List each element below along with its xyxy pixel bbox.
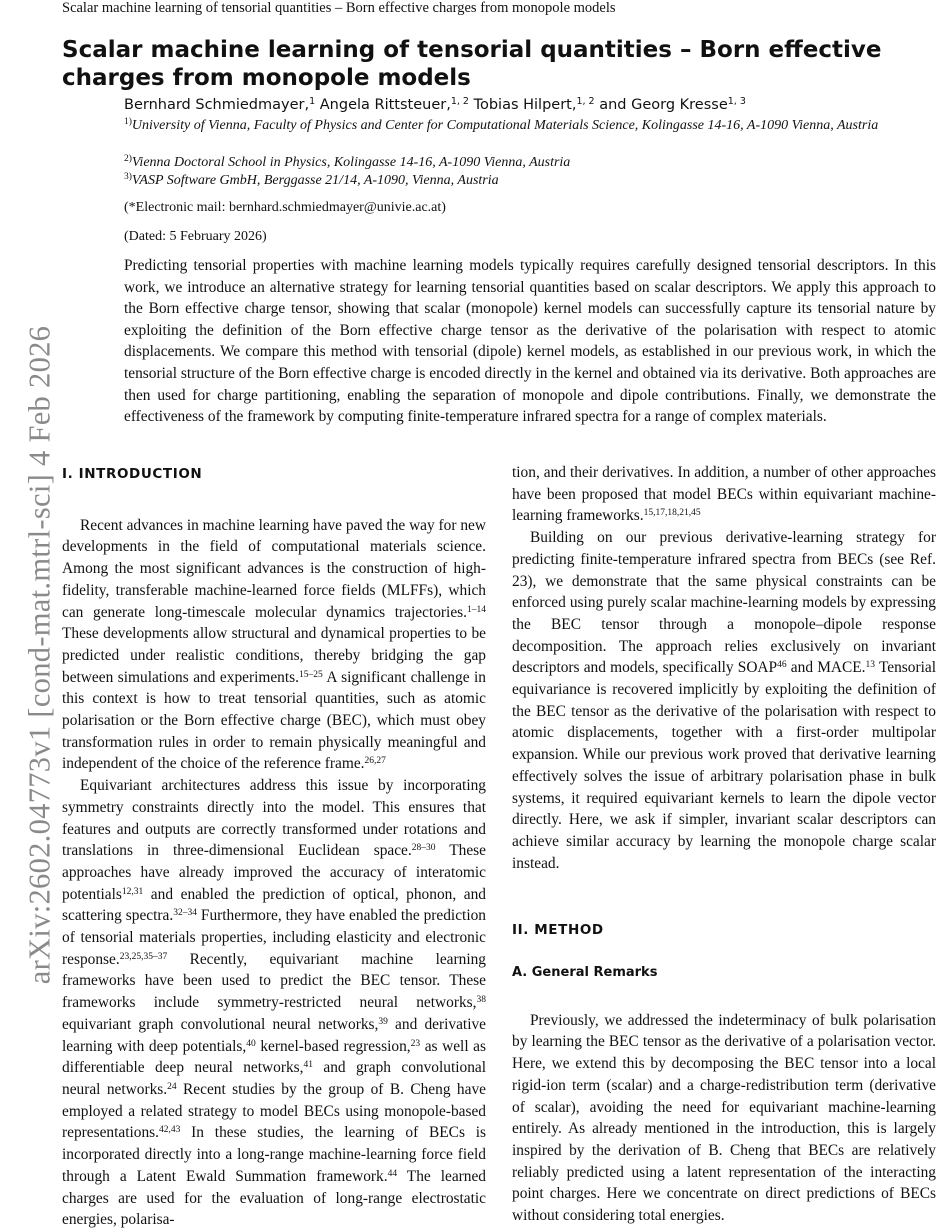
intro-right-paragraph-1 (512, 462, 936, 527)
author-4: and Georg Kresse$^{1, 3}$ (599, 96, 746, 113)
citation-ref[interactable]: 23,25,35–37 (119, 951, 168, 962)
text-run: Recent advances in machine learning have paved the way for new developments in the field of computational materials science. Among the most significant advances is the construction of high-fidelity, transferable machine-learned force fields (MLFFs), which can generate long-timescale molecular dynamics trajectories. (62, 516, 486, 621)
intro-body (62, 515, 486, 1231)
citation-ref[interactable]: 23 (410, 1038, 421, 1049)
citation-ref[interactable]: 1–14 (467, 604, 486, 615)
citation-ref[interactable]: 46 (777, 660, 787, 671)
text-run: tion, and their derivatives. In addition, a number of other approaches have been proposed that model BECs within equivariant machine-learning frameworks. (512, 464, 936, 525)
text-run: Recently, equivariant machine learning frameworks have been used to predict the BEC tensor. These frameworks include symmetry-restricted neural networks, (62, 950, 486, 1012)
text-run: and graph convolutional neural networks. (62, 1059, 486, 1098)
text-run: Building on our previous derivative-learning strategy for predicting finite-temperature infrared spectra from BECs (see Ref. 23), we demonstrate that the same physical constraints can be enforced using purely scalar machine-learning models by expressing the BEC tensor through a monopole–dipole response decomposition. The approach relies exclusively on invariant descriptors and models, specifically SOAP (512, 529, 936, 677)
citation-ref[interactable]: 15,17,18,21,45 (643, 508, 701, 519)
text-run: A significant challenge in this context is how to treat tensorial quantities, such as atomic polarisation or the Born effective charge (BEC), which must obey transformation rules in order to remain physically meaningful and independent of the choice of the reference frame. (62, 668, 486, 773)
text-run: and enabled the prediction of optical, phonon, and scattering spectra. (62, 885, 486, 925)
method-heading: II. METHOD (512, 922, 604, 939)
text-run: These developments allow structural and dynamical properties to be predicted under realistic conditions, thereby bridging the gap between simulations and experiments. (62, 625, 486, 686)
paper-title: Scalar machine learning of tensorial quantities – Born effective charges from monopole models (62, 37, 882, 91)
author-list (124, 97, 746, 113)
text-run: These approaches have already improved the accuracy of interatomic potentials (62, 842, 486, 903)
citation-ref[interactable]: 26,27 (364, 756, 386, 767)
corresponding-email: (*Electronic mail: bernhard.schmiedmayer@univie.ac.at) (124, 200, 446, 215)
method-paragraph: Previously, we addressed the indeterminacy of bulk polarisation by learning the BEC tensor as the derivative of a polarisation vector. Here, we extend this by decomposing the BEC tensor into a local rigid-ion term (scalar) and a charge-redistribution term (derivative of scalar), avoiding the need for equivariant machine-learning entirely. As already mentioned in the introduction, this is largely inspired by the derivation of B. Cheng that BECs are relatively reliably predicted using a latent representation of the interacting point charges. Here we concentrate on direct predictions of BECs without considering total energies. (512, 1011, 936, 1225)
text-run: and derivative learning with deep potentials, (62, 1015, 486, 1055)
citation-ref[interactable]: 42,43 (159, 1125, 181, 1136)
text-run: equivariant graph convolutional neural networks, (62, 1015, 379, 1033)
arxiv-identifier-text: arXiv:2602.04773v1 [cond-mat.mtrl-sci] 4 Feb 2026 (22, 325, 57, 985)
affiliation-3: $^{3)}$VASP Software GmbH, Berggasse 21/14, A-1090, Vienna, Austria (124, 172, 499, 188)
citation-ref[interactable]: 15–25 (298, 669, 323, 680)
author-1: Bernhard Schmiedmayer,$^1$ (124, 96, 316, 113)
running-head: Scalar machine learning of tensorial quantities – Born effective charges from monopole models (62, 0, 616, 16)
dated-line: (Dated: 5 February 2026) (124, 229, 267, 244)
citation-ref[interactable]: 39 (378, 1016, 388, 1027)
text-run: and MACE. (786, 659, 866, 677)
intro-heading: I. INTRODUCTION (62, 466, 203, 482)
affiliation-2: $^{2)}$Vienna Doctoral School in Physics, Kolingasse 14-16, A-1090 Vienna, Austria (124, 154, 571, 170)
text-run: Equivariant architectures address this issue by incorporating symmetry constraints directly into the model. This ensures that features and outputs are correctly transformed under rotations and translations in three-dimensional Euclidean space. (62, 777, 486, 860)
text-run: kernel-based regression, (255, 1037, 411, 1055)
general-remarks-heading: A. General Remarks (512, 965, 658, 981)
text-run: In these studies, the learning of BECs is incorporated directly into a long-range machine-learning force field through a Latent Ewald Summation framework. (62, 1124, 486, 1185)
intro-body-continued (512, 462, 936, 874)
citation-ref[interactable]: 24 (167, 1081, 177, 1092)
text-run: Recent studies by the group of B. Cheng have employed a related strategy to model BECs using monopole-based representations. (62, 1080, 486, 1142)
text-run: as well as differentiable deep neural networks, (62, 1037, 487, 1077)
intro-paragraph-2 (62, 775, 486, 1231)
citation-ref[interactable]: 12,31 (121, 886, 144, 897)
citation-ref[interactable]: 40 (246, 1038, 256, 1049)
author-3: Tobias Hilpert,$^{1, 2}$ (473, 96, 595, 113)
citation-ref[interactable]: 28–30 (411, 843, 436, 854)
text-run: Tensorial equivariance is recovered implicitly by exploiting the definition of the BEC tensor as the derivative of the polarisation with respect to atomic displacements, together with a first-order multipolar expansion. While our previous work proved that derivative learning effectively solves the issue of arbitrary polarisation phase in bulk systems, it required equivariant kernels to learn the dipole vector directly. Here, we ask if simpler, invariant scalar descriptors can achieve similar accuracy by learning the monopole charge scalar instead. (512, 659, 936, 872)
citation-ref[interactable]: 38 (476, 995, 486, 1006)
text-run: The learned charges are used for the evaluation of long-range electrostatic energies, polarisa- (62, 1167, 486, 1229)
abstract: Predicting tensorial properties with machine learning models typically requires carefully designed tensorial descriptors. In this work, we introduce an alternative strategy for learning tensorial quantities based on scalar descriptors. We apply this approach to the Born effective charge tensor, showing that scalar (monopole) kernel models can successfully capture its tensorial nature by exploiting the definition of the Born effective charge tensor as the derivative of the polarisation with respect to atomic displacements. We compare this method with tensorial (dipole) kernel models, as established in our previous work, in which the tensorial structure of the Born effective charge is encoded directly in the kernel and obtained via its derivative. Both approaches are then used for charge partitioning, enabling the separation of monopole and dipole contributions. Finally, we demonstrate the effectiveness of the framework by computing finite-temperature infrared spectra for a range of complex materials. (124, 257, 936, 426)
text-run: Furthermore, they have enabled the prediction of tensorial materials properties, including elasticity and electronic response. (62, 907, 486, 968)
affiliation-1: $^{1)}$University of Vienna, Faculty of Physics and Center for Computational Materials Science, Kolingasse 14-16, A-1090 Vienna, Austria (124, 117, 879, 133)
left-column (62, 462, 486, 1231)
citation-ref[interactable]: 32–34 (173, 908, 197, 919)
citation-ref[interactable]: 13 (865, 660, 876, 671)
author-2: Angela Rittsteuer,$^{1, 2}$ (319, 96, 469, 113)
citation-ref[interactable]: 44 (387, 1168, 398, 1179)
right-column (512, 462, 936, 1227)
intro-paragraph-1 (62, 515, 486, 775)
citation-ref[interactable]: 41 (303, 1060, 313, 1071)
intro-right-paragraph-2 (512, 527, 936, 874)
